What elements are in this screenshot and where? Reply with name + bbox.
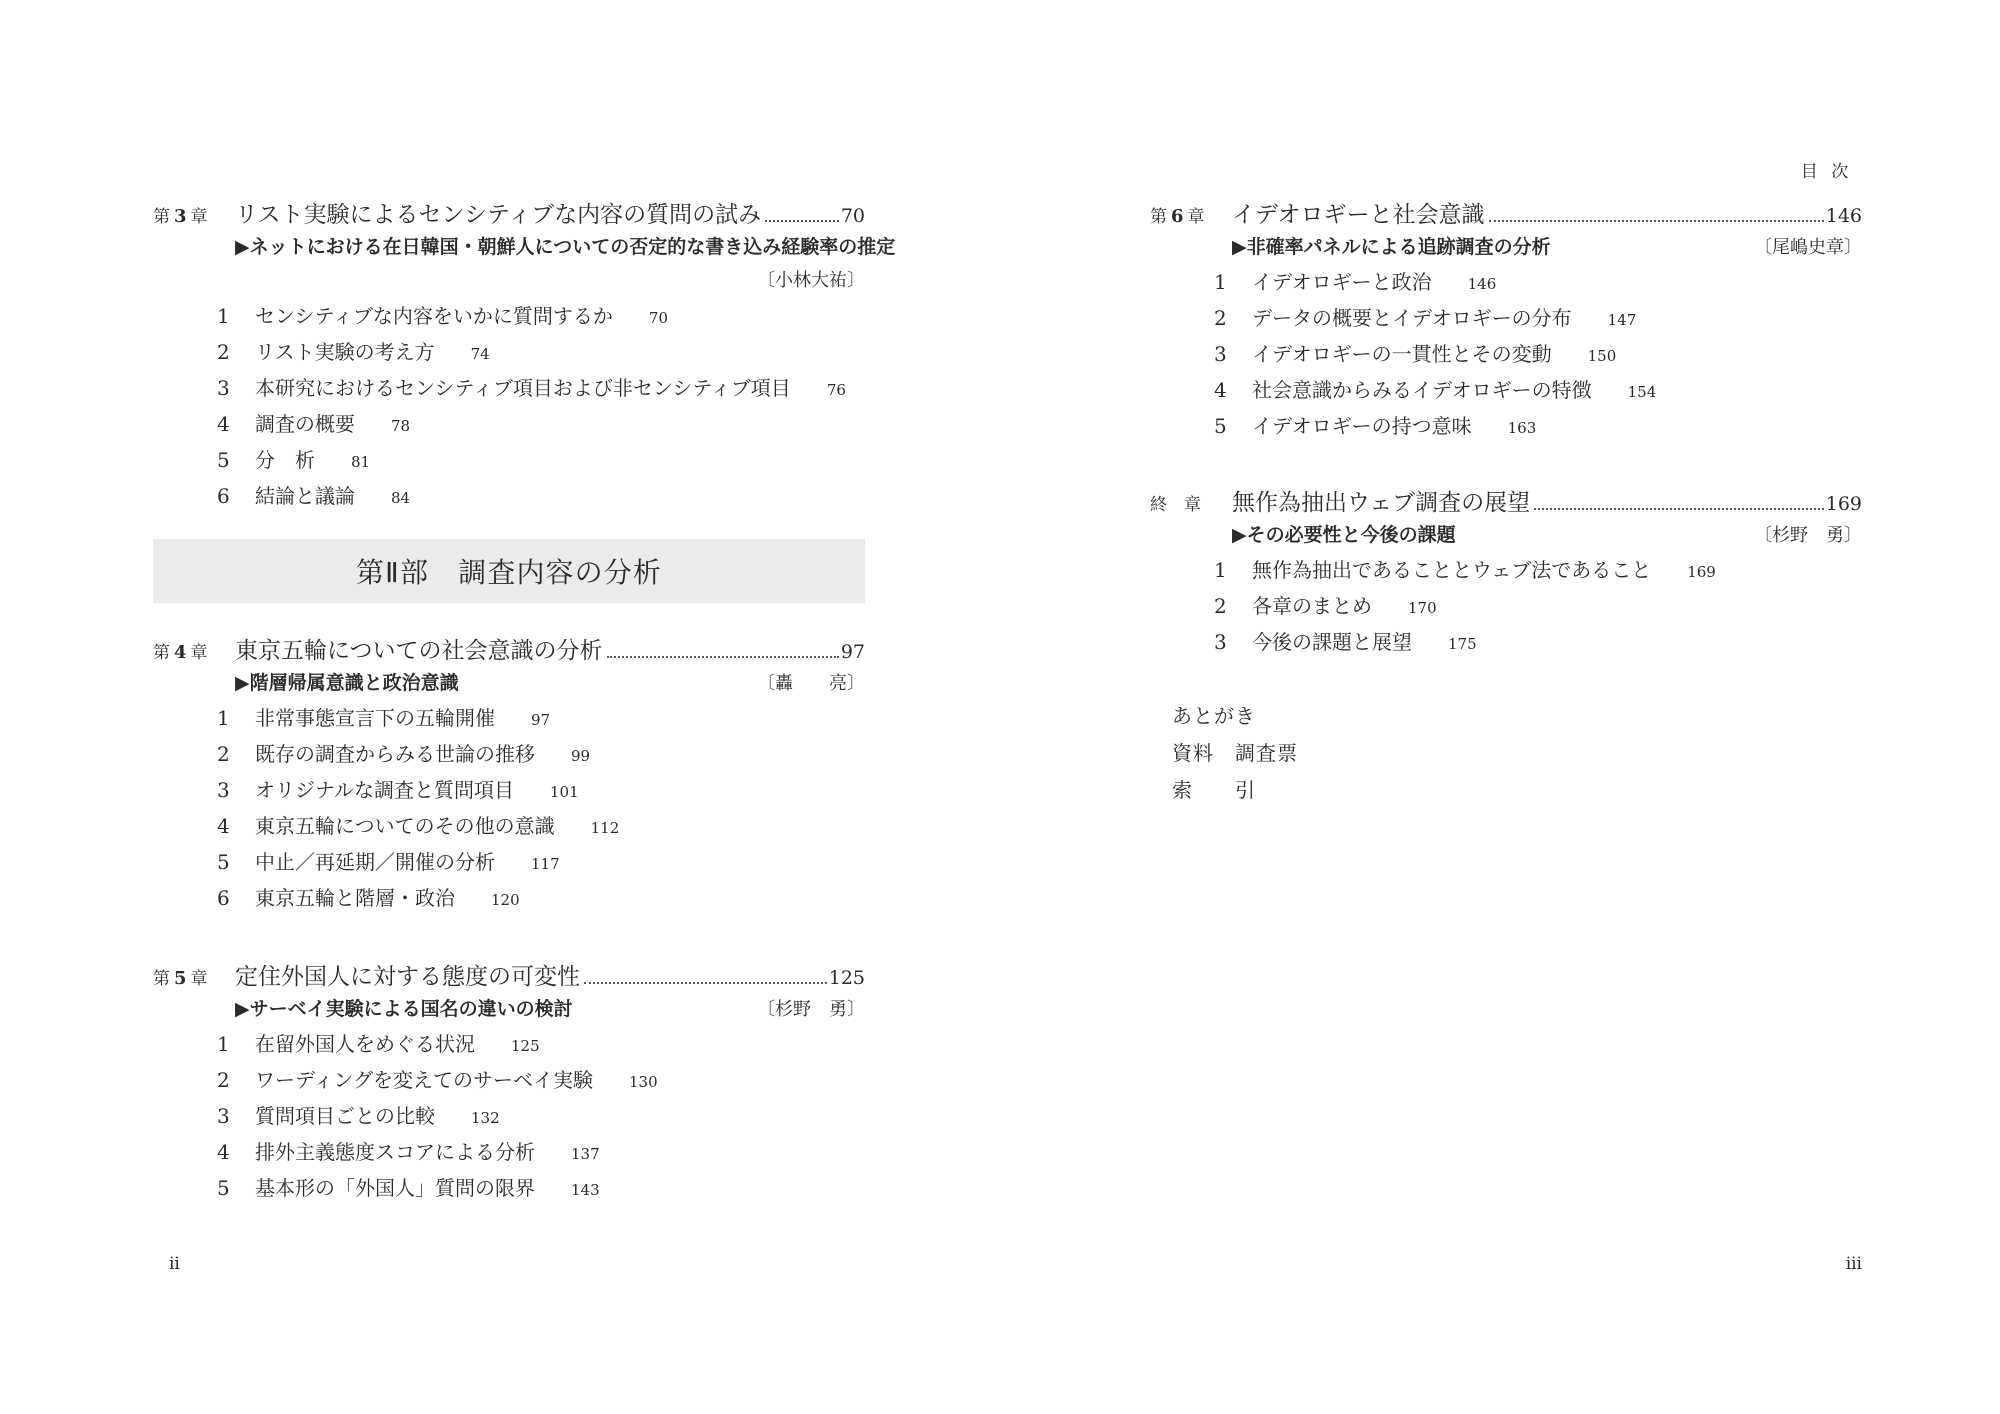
- chapter-heading: [153, 632, 865, 668]
- section-item: 2 ワーディングを変えてのサーベイ実験 130: [217, 1068, 658, 1092]
- section-item: 1 イデオロギーと政治 146: [1214, 270, 1497, 294]
- chapter-title: 東京五輪についての社会意識の分析: [235, 638, 603, 664]
- chapter-title: イデオロギーと社会意識: [1232, 202, 1485, 228]
- backmatter-item: あとがき: [1172, 704, 1256, 728]
- chapter-subtitle-row: [153, 994, 865, 1028]
- section-item: 3 本研究におけるセンシティブ項目および非センシティブ項目 76: [217, 376, 846, 400]
- section-list: [153, 300, 865, 516]
- section-item: 6 結論と議論 84: [217, 484, 411, 508]
- chapter-author: 〔杉野 勇〕: [1754, 525, 1862, 546]
- chapter-subtitle-row: [1150, 232, 1862, 266]
- chapter-subtitle: ▶その必要性と今後の課題: [1232, 524, 1456, 546]
- section-item: 4 調査の概要 78: [217, 412, 411, 436]
- section-item: 3 オリジナルな調査と質問項目 101: [217, 778, 579, 802]
- chapter-page: 125: [828, 967, 865, 989]
- chapter-3: [153, 196, 896, 516]
- chapter-subtitle: ▶階層帰属意識と政治意識: [235, 672, 459, 694]
- leader-dots: [765, 219, 839, 222]
- section-item: 2 各章のまとめ 170: [1214, 594, 1437, 618]
- chapter-label: 第 5 章: [153, 968, 208, 989]
- backmatter-item: 資料 調査票: [1172, 741, 1298, 765]
- backmatter-item: 索 引: [1172, 778, 1256, 802]
- section-item: 3 今後の課題と展望 175: [1214, 630, 1477, 654]
- leader-dots: [607, 655, 839, 658]
- chapter-label: 第 3 章: [153, 206, 208, 227]
- section-item: 4 東京五輪についてのその他の意識 112: [217, 814, 620, 838]
- leader-dots: [584, 981, 827, 984]
- part-title: 第Ⅱ部 調査内容の分析: [355, 556, 663, 589]
- page-number: ii: [169, 1254, 180, 1274]
- section-list: [1150, 554, 1862, 662]
- right-page: [1150, 0, 1862, 1414]
- section-item: 5 分 析 81: [217, 448, 371, 472]
- section-item: 1 非常事態宣言下の五輪開催 97: [217, 706, 551, 730]
- chapter-page: 146: [1825, 205, 1862, 227]
- page-number: iii: [1845, 1254, 1862, 1274]
- section-item: 3 質問項目ごとの比較 132: [217, 1104, 500, 1128]
- chapter-subtitle: ▶ネットにおける在日韓国・朝鮮人についての否定的な書き込み経験率の推定: [235, 236, 896, 258]
- chapter-author: 〔轟 亮〕: [757, 673, 865, 694]
- section-item: 1 在留外国人をめぐる状況 125: [217, 1032, 540, 1056]
- section-list: [1150, 266, 1862, 446]
- chapter-subtitle: ▶非確率パネルによる追跡調査の分析: [1232, 236, 1551, 258]
- chapter-page: 169: [1825, 493, 1862, 515]
- left-page: [153, 0, 896, 1414]
- chapter-heading: [1150, 484, 1862, 520]
- section-item: 4 社会意識からみるイデオロギーの特徴 154: [1214, 378, 1657, 402]
- section-item: 6 東京五輪と階層・政治 120: [217, 886, 520, 910]
- section-item: 1 無作為抽出であることとウェブ法であること 169: [1214, 558, 1716, 582]
- chapter-subtitle-row: [153, 668, 865, 702]
- chapter-title: 無作為抽出ウェブ調査の展望: [1232, 490, 1531, 516]
- chapter-author: 〔尾嶋史章〕: [1754, 237, 1862, 258]
- chapter-subtitle-row: [153, 232, 896, 266]
- chapter-subtitle: ▶サーベイ実験による国名の違いの検討: [235, 998, 573, 1020]
- section-item: 5 イデオロギーの持つ意味 163: [1214, 414, 1537, 438]
- chapter-author: 〔小林大祐〕: [757, 270, 865, 291]
- chapter-page: 70: [840, 205, 865, 227]
- section-item: 2 データの概要とイデオロギーの分布 147: [1214, 306, 1637, 330]
- chapter-heading: [1150, 196, 1862, 232]
- final-chapter: [1150, 484, 1862, 662]
- chapter-4: [153, 632, 865, 918]
- section-item: 5 中止／再延期／開催の分析 117: [217, 850, 560, 874]
- section-list: [153, 1028, 865, 1208]
- section-item: 5 基本形の「外国人」質問の限界 143: [217, 1176, 600, 1200]
- chapter-subtitle-row: [1150, 520, 1862, 554]
- leader-dots: [1534, 507, 1824, 510]
- section-list: [153, 702, 865, 918]
- section-item: 2 リスト実験の考え方 74: [217, 340, 490, 364]
- chapter-page: 97: [840, 641, 865, 663]
- chapter-label: 第 6 章: [1150, 206, 1205, 227]
- chapter-heading: [153, 196, 865, 232]
- section-item: 4 排外主義態度スコアによる分析 137: [217, 1140, 600, 1164]
- leader-dots: [1489, 219, 1824, 222]
- chapter-author: 〔杉野 勇〕: [757, 999, 865, 1020]
- chapter-heading: [153, 958, 865, 994]
- chapter-6: [1150, 196, 1862, 446]
- chapter-label: 終 章: [1150, 495, 1201, 515]
- chapter-title: リスト実験によるセンシティブな内容の質問の試み: [235, 202, 762, 228]
- chapter-5: [153, 958, 865, 1208]
- part-heading-band: [153, 539, 865, 603]
- backmatter-list: [1172, 700, 1298, 811]
- section-item: 1 センシティブな内容をいかに質問するか 70: [217, 304, 668, 328]
- chapter-label: 第 4 章: [153, 642, 208, 663]
- section-item: 3 イデオロギーの一貫性とその変動 150: [1214, 342, 1617, 366]
- running-head: 目次: [1800, 162, 1862, 182]
- section-item: 2 既存の調査からみる世論の推移 99: [217, 742, 591, 766]
- chapter-title: 定住外国人に対する態度の可変性: [235, 964, 580, 990]
